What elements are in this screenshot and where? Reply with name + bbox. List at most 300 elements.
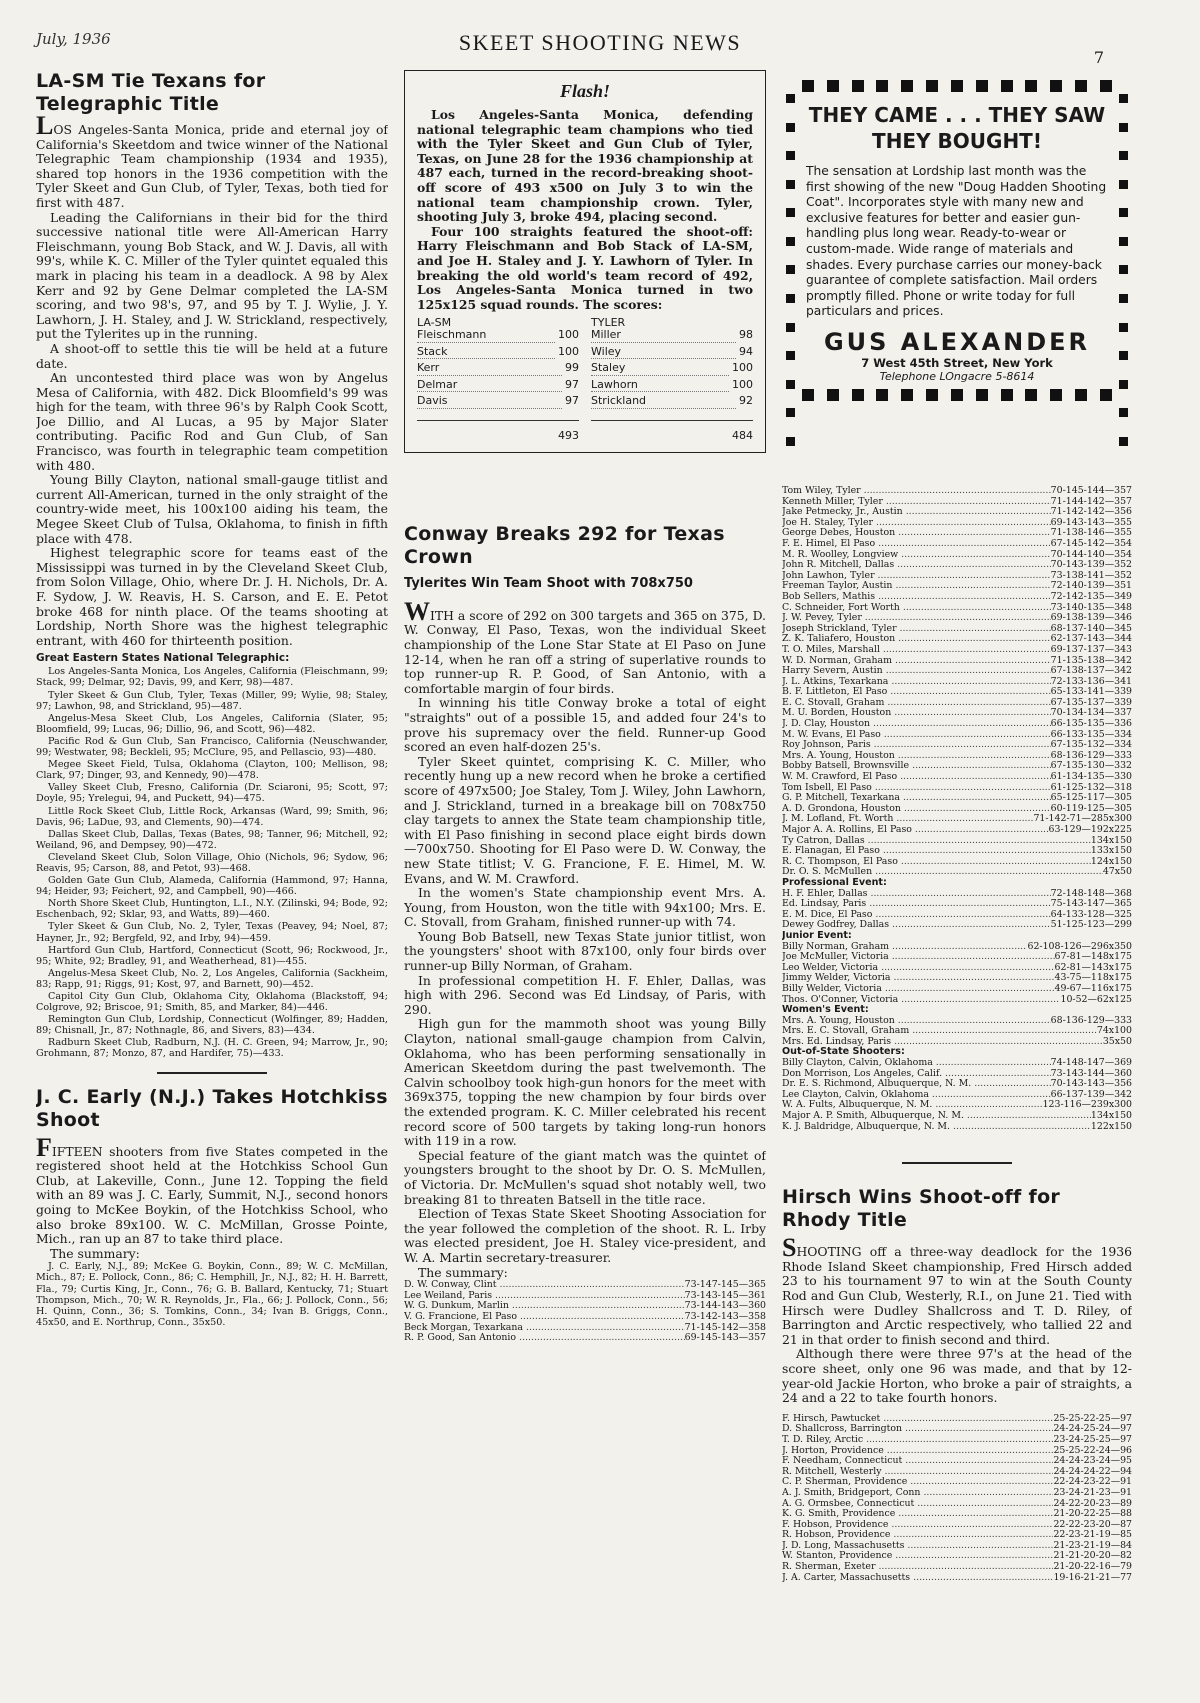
shooter-score: 73-143-144—360 [1050,1067,1132,1079]
article-paragraph: A shoot-off to settle this tie will be held at a future date. [36,340,388,371]
team-a-total: 493 [417,420,579,442]
shooter-name: Davis [417,395,562,409]
shooter-score: 19-16-21-21—77 [1053,1571,1132,1583]
score-row [404,1312,766,1323]
shooter-name: Kerr [417,362,562,376]
shooter-score: 100 [732,377,753,391]
border-square [786,123,795,132]
shooter-score: 66-135-135—336 [1050,718,1132,730]
shooter-name: T. O. Miles, Marshall ..... [782,645,1051,656]
article-paragraph: The summary: [50,1245,140,1261]
shooter-name: B. F. Littleton, El Paso ..... [782,687,1051,698]
team-result: Angelus-Mesa Skeet Club, Los Angeles, California (Slater, 95; Bloomfield, 99; Lucas, 96; Dillio, 96, and Scott, 96)—482. [36,712,388,735]
shooter-name: Mrs. E. C. Stovall, Graham ..... [782,1026,1097,1037]
team-result: Radburn Skeet Club, Radburn, N.J. (H. C. Green, 94; Marrow, Jr., 90; Grohmann, 87; Monzo, 87, and Hardifer, 75)—433. [36,1037,388,1060]
shooter-name: Billy Clayton, Calvin, Oklahoma ..... [782,1058,1051,1069]
shooter-score: 22-22-23-20—87 [1053,1518,1132,1530]
hotchkiss-summary: J. C. Early, N.J., 89; McKee G. Boykin, Conn., 89; W. C. McMillan, Mich., 87; E. Pollock, Conn., 86; C. Hemphill, Jr., N.J., 82; H. H. Barrett, Fla., 79; Curtis King, Jr., Conn., 76; G. B. Ballard, Kentucky, 71; Stuart Thompson, Mich., 70; W. R. Reynolds, Jr., Fla., 66; J. Pollock, Conn., 56; H. Quinn, Conn., 36; S. Tomkins, Conn., 34; Ivan B. Griggs, Conn., 45x50, and E. Northrup, Conn., 35x50. [36,1261,388,1328]
score-row [782,486,1132,497]
paragraph-text: IFTEEN shooters from five States competed in the registered shoot held at the Hotchkiss School Gun Club, at Lakeville, Conn., June 12. Topping the field with an 89 was J. C. Early, Summit, N.J., second honors going to McKee Boykin, of the Hotchkiss School, who also broke 89x100. W. C. McMillan, Grosse Pointe, Mich., ran up an 87 to take third place. [36,1143,388,1247]
border-square [827,389,839,401]
shooter-score: 70-143-139—352 [1050,559,1132,571]
border-square [1119,351,1128,360]
shooter-score: 51-125-123—299 [1050,919,1132,931]
shooter-name: F. Needham, Connecticut ..... [782,1456,1053,1467]
shooter-score: 134x150 [1090,1110,1132,1122]
shooter-name: Leo Welder, Victoria ..... [782,963,1055,974]
team-result: North Shore Skeet Club, Huntington, L.I., N.Y. (Zilinski, 94; Bode, 92; Eschenbach, 92; Sklar, 93, and Watts, 89)—460. [36,898,388,921]
shooter-score: 75-143-147—365 [1050,898,1132,910]
border-square [1050,80,1062,92]
score-row [782,825,1132,836]
shooter-score: 24-24-24-22—94 [1053,1465,1132,1477]
shooter-score: 21-21-20-20—82 [1053,1550,1132,1562]
border-square [1001,80,1013,92]
shooter-name: Delmar [417,379,562,393]
team-result: Los Angeles-Santa Monica, Los Angeles, California (Fleischmann, 99; Stack, 99; Delmar, 92; Davis, 99, and Kerr, 98)—487. [36,666,388,689]
shooter-score: 61-134-135—330 [1050,771,1132,783]
shooter-name: K. J. Baldridge, Albuquerque, N. M. ..... [782,1122,1091,1133]
shooter-score: 71-138-146—355 [1050,527,1132,539]
shooter-score: 97 [565,394,579,408]
shooter-name: Beck Morgan, Texarkana ..... [404,1323,685,1334]
score-row [591,362,753,379]
shooter-score: 24-22-20-23—89 [1053,1497,1132,1509]
shooter-score: 66-133-135—334 [1050,728,1132,740]
shooter-name: Mrs. A. Young, Houston ..... [782,751,1051,762]
shooter-name: F. E. Himel, El Paso ..... [782,539,1051,550]
shooter-name: J. D. Clay, Houston ..... [782,719,1051,730]
shooter-name: Fleischmann [417,329,555,343]
shooter-score: 22-23-21-19—85 [1053,1529,1132,1541]
border-square [786,151,795,160]
border-square [802,389,814,401]
event-label: Professional Event: [782,876,887,888]
column-right [782,70,1132,1583]
shooter-score: 97 [565,377,579,391]
shooter-score: 67-81—148x175 [1054,951,1132,963]
border-square [786,437,795,446]
article-title-la-sm: LA-SM Tie Texans for Telegraphic Title [36,70,266,115]
rhode-island-results [782,1414,1132,1584]
article-paragraph: The summary: [418,1264,508,1280]
shooter-name: Joe McMuller, Victoria ..... [782,952,1055,963]
shooter-name: Dr. O. S. McMullen ..... [782,867,1103,878]
border-square [1119,151,1128,160]
article-paragraph: In professional competition H. F. Ehler, Dallas, was high with 296. Second was Ed Lindsay, of Paris, with 290. [404,972,766,1017]
shooter-name: J. D. Long, Massachusetts ..... [782,1541,1053,1552]
shooter-name: H. F. Ehler, Dallas ..... [782,889,1051,900]
border-square [786,323,795,332]
score-row [591,395,753,412]
shooter-name: E. C. Stovall, Graham ..... [782,698,1051,709]
paragraph-text: HOOTING off a three-way deadlock for the 1936 Rhode Island Skeet championship, Fred Hirsch added 23 to his tournament 97 to win at the South County Rod and Gun Club, Westerly, R.I., on June 21. Tied with Hirsch were Dudley Shallcross and T. D. Riley, of Barrington and Arctic respectively, who tallied 22 and 21 in that order to finish second and third. [782,1244,1132,1347]
shooter-name: Ed. Lindsay, Paris ..... [782,899,1051,910]
border-square [786,208,795,217]
border-square [901,389,913,401]
border-square [1119,237,1128,246]
ad-phone: Telephone LOngacre 5-8614 [879,369,1035,383]
border-square [1119,380,1128,389]
article-paragraph: Tyler Skeet quintet, comprising K. C. Miller, who recently hung up a new record when he broke a certified score of 497x500; Joe Staley, Tom J. Wiley, John Lawhorn, and J. Strickland, turned in a breakage bill on 708x750 clay targets to annex the State team championship title, with El Paso finishing in second place eight birds down —700x750. Shooting for El Paso were D. W. Conway, the new State titlist; V. G. Francione, F. E. Himel, M. W. Evans, and W. M. Crawford. [404,753,766,886]
advertisement [782,70,1132,470]
border-square [1119,180,1128,189]
team-result: Dallas Skeet Club, Dallas, Texas (Bates, 98; Tanner, 96; Mitchell, 92; Weiland, 96, and Dempsey, 90)—472. [36,828,388,851]
border-right [1119,94,1128,446]
team-result: Tyler Skeet & Gun Club, Tyler, Texas (Miller, 99; Wylie, 98; Staley, 97; Lawhon, 98, and Strickland, 95)—487. [36,689,388,712]
shooter-name: F. Hirsch, Pawtucket ..... [782,1414,1053,1425]
score-row [782,984,1132,995]
border-square [976,80,988,92]
shooter-score: 68-137-140—345 [1050,622,1132,634]
border-square [786,265,795,274]
border-square [786,94,795,103]
event-label: Out-of-State Shooters: [782,1046,905,1058]
shooter-score: 100 [732,361,753,375]
shooter-score: 10-52—62x125 [1060,993,1132,1005]
drop-cap: F [36,1132,52,1162]
shooter-name: Bobby Batsell, Brownsville ..... [782,761,1051,772]
shooter-name: G. P. Mitchell, Texarkana ..... [782,793,1051,804]
shooter-score: 68-136-129—333 [1050,749,1132,761]
shooter-score: 70-144-140—354 [1050,548,1132,560]
article-paragraph [404,596,766,697]
shooter-score: 70-145-144—357 [1050,485,1132,496]
shooter-name: Jake Petmecky, Jr., Austin ..... [782,507,1051,518]
shooter-score: 68-136-129—333 [1050,1014,1132,1026]
score-row [782,592,1132,603]
score-row [782,1122,1132,1133]
team-result: Remington Gun Club, Lordship, Connecticut (Wolfinger, 89; Hadden, 89; Chisnall, Jr., 87; Nothnagle, 86, and Sivers, 83)—434. [36,1014,388,1037]
drop-cap: L [36,111,54,140]
shooter-score: 69-138-139—346 [1050,612,1132,624]
shooter-name: J. M. Lofland, Ft. Worth ..... [782,814,1033,825]
border-square [1001,389,1013,401]
shooter-score: 67-138-137—342 [1050,665,1132,677]
shooter-score: 70-143-143—356 [1050,1078,1132,1090]
border-square [1119,408,1128,417]
texas-results-list [782,486,1132,1132]
score-row [782,645,1132,656]
shooter-score: 24-24-25-24—97 [1053,1423,1132,1435]
shooter-score: 72-133-136—341 [1050,675,1132,687]
telegraphic-results [36,666,388,1059]
shooter-name: M. R. Woolley, Longview ..... [782,550,1051,561]
shooter-score: 71-145-142—358 [684,1321,766,1333]
shooter-score: 62-81—143x175 [1054,961,1132,973]
shooter-score: 71-144-142—357 [1050,495,1132,507]
publication-title: SKEET SHOOTING NEWS [458,30,742,55]
team-a-scores [417,316,579,442]
border-square [1050,389,1062,401]
shooter-name: M. U. Borden, Houston ..... [782,708,1051,719]
shootoff-scores [417,316,753,442]
shooter-name: Lee Weiland, Paris ..... [404,1291,685,1302]
shooter-name: J. A. Carter, Massachusetts ..... [782,1573,1053,1584]
shooter-score: 73-142-143—358 [684,1310,766,1322]
shooter-score: 67-135-137—339 [1050,696,1132,708]
team-result: Little Rock Skeet Club, Little Rock, Arkansas (Ward, 99; Smith, 96; Davis, 96; LaDue, 93, and Clements, 90)—474. [36,805,388,828]
shooter-score: 69-145-143—357 [684,1332,766,1344]
shooter-name: Tom Isbell, El Paso ..... [782,783,1051,794]
shooter-score: 92 [739,394,753,408]
shooter-name: Dewey Godfrey, Dallas ..... [782,920,1051,931]
score-row [782,1100,1132,1111]
border-square [802,80,814,92]
shooter-name: Joe H. Staley, Tyler ..... [782,518,1051,529]
shooter-name: A. J. Smith, Bridgeport, Conn ..... [782,1488,1053,1499]
border-square [1100,389,1112,401]
border-square [852,389,864,401]
event-label: Junior Event: [782,929,852,941]
shooter-name: R. Mitchell, Westerly ..... [782,1467,1053,1478]
shooter-score: 134x150 [1090,834,1132,846]
shooter-name: Miller [591,329,736,343]
shooter-name: R. Sherman, Exeter ..... [782,1562,1053,1573]
shooter-score: 25-25-22-24—96 [1053,1444,1132,1456]
article-paragraph [36,1132,388,1247]
shooter-score: 63-129—192x225 [1048,824,1132,835]
shooter-name: Strickland [591,395,736,409]
shooter-name: D. Shallcross, Barrington ..... [782,1424,1053,1435]
shooter-name: Major A. P. Smith, Albuquerque, N. M. ..... [782,1111,1091,1122]
column-left [36,70,388,1329]
shooter-name: V. G. Francione, El Paso ..... [404,1312,685,1323]
shooter-name: Ty Catron, Dallas ..... [782,836,1091,847]
border-bottom [802,389,1112,401]
team-result: Tyler Skeet & Gun Club, No. 2, Tyler, Texas (Peavey, 94; Noel, 87; Hayner, Jr., 92; Bergfeld, 92, and Irby, 94)—459. [36,921,388,944]
shooter-name: F. Hobson, Providence ..... [782,1520,1053,1531]
shooter-score: 43-75—118x175 [1054,972,1132,984]
border-square [901,80,913,92]
article-paragraph [782,1233,1132,1347]
shooter-name: R. Hobson, Providence ..... [782,1530,1053,1541]
score-row [417,362,579,379]
flash-box [404,70,766,453]
shooter-score: 73-147-145—365 [684,1279,766,1291]
article-paragraph: Leading the Californians in their bid for the third successive national title were All-American Harry Fleischmann, young Bob Stack, and W. J. Davis, all with 99's, while K. C. Miller of the Tyler quintet equaled this mark in placing his team in a deadlock. A 98 by Alex Kerr and 92 by Gene Delmar completed the LA-SM scoring, and two 98's, 97, and 95 by T. J. Wylie, J. Y. Lawhorn, J. H. Staley, and J. W. Strickland, respectively, put the Tylerites up in the running. [36,209,388,342]
score-row [782,836,1132,847]
border-square [852,80,864,92]
shooter-score: 61-125-132—318 [1050,781,1132,793]
shooter-name: R. C. Thompson, El Paso ..... [782,857,1091,868]
shooter-name: A. D. Grondona, Houston ..... [782,804,1051,815]
shooter-name: W. D. Norman, Graham ..... [782,656,1051,667]
border-top [802,80,1112,92]
article-paragraph: Special feature of the giant match was the quintet of youngsters brought to the shoot by Dr. O. S. McMullen, of Victoria. Dr. McMullen's squad shot notably well, two breaking 81 to threaten Batsell in the title race. [404,1147,766,1207]
border-square [786,380,795,389]
shooter-name: Thos. O'Conner, Victoria ..... [782,995,1060,1006]
ad-address: 7 West 45th Street, New York [861,355,1053,370]
shooter-name: Don Morrison, Los Angeles, Calif. ..... [782,1069,1051,1080]
score-row [782,539,1132,550]
shooter-score: 21-20-22-25—88 [1053,1508,1132,1520]
shooter-score: 67-135-132—334 [1050,739,1132,751]
border-square [1025,80,1037,92]
shooter-name: R. P. Good, San Antonio ..... [404,1333,685,1344]
shooter-name: Tom Wiley, Tyler ..... [782,486,1051,497]
shooter-score: 47x50 [1102,866,1132,878]
shooter-name: W. A. Fults, Albuquerque, N. M. ..... [782,1100,1043,1111]
score-row [782,1435,1132,1446]
score-row [782,846,1132,857]
border-square [1119,323,1128,332]
shooter-score: 65-133-141—339 [1050,686,1132,698]
team-result: Golden Gate Gun Club, Alameda, California (Hammond, 97; Hanna, 94; Heider, 93; Feichert, 92, and Campbell, 90)—466. [36,875,388,898]
border-square [1075,80,1087,92]
score-row [591,379,753,396]
score-row [591,346,753,363]
shooter-score: 71-142-71—285x300 [1033,813,1132,825]
score-row [782,1488,1132,1499]
ad-headline-line2: THEY BOUGHT! [872,129,1042,153]
shooter-name: E. Flanagan, El Paso ..... [782,846,1091,857]
shooter-score: 72-140-139—351 [1050,580,1132,592]
flash-paragraph: Four 100 straights featured the shoot-off: Harry Fleischmann and Bob Stack of LA-SM, and Joe H. Staley and J. Y. Lawhorn of Tyler. In breaking the old world's team record of 492, Los Angeles-Santa Monica turned in two 125x125 squad rounds. The scores: [417,223,753,312]
score-row [782,1026,1132,1037]
score-row [417,395,579,412]
shooter-name: Harry Severn, Austin ..... [782,666,1051,677]
flash-paragraph: Los Angeles-Santa Monica, defending national telegraphic team champions who tied with the Tyler Skeet and Gun Club of Tyler, Texas, on June 28 for the 1936 championship at 487 each, turned in the record-breaking shoot-off score of 493 x500 on July 3 to win the national team championship crown. Tyler, shooting July 3, broke 494, placing second. [417,107,753,225]
shooter-score: 62-108-126—296x350 [1027,940,1132,952]
border-square [1025,389,1037,401]
score-row [782,1016,1132,1027]
shooter-score: 49-67—116x175 [1054,982,1132,994]
border-square [827,80,839,92]
shooter-name: J. Horton, Providence ..... [782,1446,1053,1457]
divider [157,1072,267,1074]
border-square [786,408,795,417]
shooter-score: 66-137-139—342 [1050,1088,1132,1100]
border-square [951,389,963,401]
article-paragraph: In winning his title Conway broke a total of eight "straights" out of a possible 15, and added four 24's to prove his supremacy over the field. Runner-up Good scored an even half-dozen 25's. [404,695,766,755]
shooter-name: J. L. Atkins, Texarkana ..... [782,677,1051,688]
article-title-hirsch: Hirsch Wins Shoot-off for Rhody Title [782,1186,1061,1232]
shooter-name: Dr. E. S. Richmond, Albuquerque, N. M. ..... [782,1079,1051,1090]
shooter-score: 70-134-134—337 [1050,707,1132,719]
border-square [926,389,938,401]
border-square [1119,123,1128,132]
shooter-score: 64-133-128—325 [1050,908,1132,920]
shooter-score: 73-138-141—352 [1050,569,1132,581]
shooter-name: T. D. Riley, Arctic ..... [782,1435,1053,1446]
shooter-score: 74-148-147—369 [1050,1057,1132,1069]
drop-cap: S [782,1233,797,1263]
shooter-score: 100 [558,328,579,342]
score-row [417,379,579,396]
border-square [876,80,888,92]
shooter-name: Joseph Strickland, Tyler ..... [782,624,1051,635]
score-row [417,346,579,363]
article-paragraph: In the women's State championship event Mrs. A. Young, from Houston, won the title with 94x100; Mrs. E. C. Stovall, from Graham, finished runner-up with 74. [404,885,766,930]
shooter-name: John R. Mitchell, Dallas ..... [782,560,1051,571]
team-result: Megee Skeet Field, Tulsa, Oklahoma (Clayton, 100; Mellison, 98; Clark, 97; Dinger, 93, and Kennedy, 90)—478. [36,759,388,782]
article-paragraph: An uncontested third place was won by Angelus Mesa of California, with 482. Dick Bloomfield's 99 was high for the team, with three 96's by Ralph Cook Scott, Joe Dillio, and Al Lucas, a 95 by Major Slater contributing. Pacific Rod and Gun Club, of San Francisco, was fourth in telegraphic team competition with 480. [36,370,388,473]
shooter-name: Billy Welder, Victoria ..... [782,984,1055,995]
shooter-score: 67-135-130—332 [1050,760,1132,772]
shooter-name: W. G. Dunkum, Marlin ..... [404,1301,685,1312]
border-square [1119,208,1128,217]
shooter-score: 23-24-21-23—91 [1053,1486,1132,1498]
shooter-name: K. G. Smith, Providence ..... [782,1509,1053,1520]
shooter-name: Billy Norman, Graham ..... [782,942,1027,953]
shooter-name: Staley [591,362,729,376]
shooter-name: Z. K. Taliafero, Houston ..... [782,634,1051,645]
ad-body: The sensation at Lordship last month was the first showing of the new "Doug Hadden Shooting Coat". Incorporates style with many new and exclusive features for better and easier gun-handling plus long wear. Ready-to-wear or custom-made. Wide range of materials and shades. Every purchase carries our money-back guarantee of complete satisfaction. Mail orders promptly filled. Phone or write today for full particulars and prices. [806,164,1107,319]
shooter-name: Mrs. A. Young, Houston ..... [782,1016,1051,1027]
shooter-score: 100 [558,344,579,358]
shooter-score: 98 [739,328,753,342]
shooter-score: 60-119-125—305 [1050,802,1132,814]
score-row [417,329,579,346]
shooter-name: Lawhorn [591,379,729,393]
border-square [786,237,795,246]
shooter-score: 74x100 [1096,1025,1132,1037]
drop-cap: W [404,596,430,626]
article-paragraph: Election of Texas State Skeet Shooting Association for the year followed the completion of the shoot. R. L. Irby was elected president, Joe H. Staley vice-president, and W. A. Martin secretary-treasurer. [404,1206,766,1265]
border-left [786,94,795,446]
event-label: Women's Event: [782,1004,869,1016]
ad-company: GUS ALEXANDER [823,327,1091,356]
paragraph-text: ITH a score of 292 on 300 targets and 365 on 375, D. W. Conway, El Paso, Texas, won the individual Skeet championship of the Lone Star State at El Paso on June 12-14, when he ran off a string of superlative rounds to top runner-up R. P. Good, of San Antonio, with a comfortable margin of four birds. [404,607,766,696]
border-square [786,351,795,360]
border-square [1119,265,1128,274]
paragraph-text: OS Angeles-Santa Monica, pride and eternal joy of California's Skeetdom and twice winner of the National Telegraphic Team championship (1934 and 1935), shared top honors in the 1936 competition with the Tyler Skeet and Gun Club, of Tyler, Texas, both tied for first with 487. [36,122,388,210]
page-number: 7 [1093,48,1104,67]
team-b-total: 484 [591,420,753,442]
shooter-score: 99 [565,361,579,375]
article-paragraph: Young Billy Clayton, national small-gauge titlist and current All-American, turned in the only straight of the country-wide meet, his 100x100 aiding his team, the Megee Skeet Club of Tulsa, Oklahoma, to finish in fifth place with 478. [36,472,388,546]
shooter-name: M. W. Evans, El Paso ..... [782,730,1051,741]
border-square [1119,437,1128,446]
shooter-name: E. M. Dice, El Paso ..... [782,910,1051,921]
shooter-score: 69-143-143—355 [1050,516,1132,528]
border-square [876,389,888,401]
border-square [926,80,938,92]
shooter-score: 94 [739,344,753,358]
shooter-score: 71-142-142—356 [1050,506,1132,518]
shooter-name: Bob Sellers, Mathis ..... [782,592,1051,603]
article-paragraph: Highest telegraphic score for teams east of the Mississippi was turned in by the Cleveland Skeet Club, from Solon Village, Ohio, where Dr. J. H. Nichols, Dr. A. F. Sydow, J. W. Reavis, H. S. Carson, and E. E. Petot broke 468 for ninth place. Of the teams shooting at Lordship, North Shore was the highest telegraphic entrant, with 460 for thirteenth position. [36,545,388,648]
shooter-score: 67-145-142—354 [1050,537,1132,549]
team-a-label: LA-SM [417,316,452,330]
flash-title: Flash! [559,81,611,101]
shooter-name: George Debes, Houston ..... [782,528,1051,539]
border-square [951,80,963,92]
shooter-score: 21-23-21-19—84 [1053,1539,1132,1551]
article-paragraph: High gun for the mammoth shoot was young Billy Clayton, national small-gauge champion from Calvin, Oklahoma, who has been performing sensationally in American Skeetdom during the past twelvemonth. The Calvin schoolboy took high-gun honors for the meet with 369x375, topping the new champion by four birds over the extended program. K. C. Miller celebrated his recent record score of 500 targets by taking long-run honors with 119 in a row. [404,1016,766,1149]
shooter-name: Wiley [591,346,736,360]
shooter-score: 35x50 [1102,1035,1132,1047]
shooter-name: C. Schneider, Fort Worth ..... [782,603,1051,614]
shooter-name: Roy Johnson, Paris ..... [782,740,1051,751]
shooter-score: 73-140-135—348 [1050,601,1132,613]
shooter-score: 71-135-138—342 [1050,654,1132,666]
shooter-score: 72-148-148—368 [1050,887,1132,899]
team-result: Cleveland Skeet Club, Solon Village, Ohio (Nichols, 96; Sydow, 96; Reavis, 95; Carson, 88, and Petot, 93)—468. [36,851,388,874]
border-square [1075,389,1087,401]
shooter-name: John Lawhon, Tyler ..... [782,571,1051,582]
shooter-score: 23-24-25-25—97 [1053,1433,1132,1445]
results-subhead: Great Eastern States National Telegraphic: [36,652,290,665]
border-square [976,389,988,401]
team-result: Hartford Gun Club, Hartford, Connecticut (Scott, 96; Rockwood, Jr., 95; White, 92; Bradley, 91, and Weatherhead, 81)—455. [36,944,388,967]
shooter-name: J. W. Pevey, Tyler ..... [782,613,1051,624]
shooter-score: 72-142-135—349 [1050,590,1132,602]
shooter-score: 73-144-143—360 [684,1300,766,1312]
shooter-score: 25-25-22-25—97 [1053,1412,1132,1424]
shooter-score: 123-116—239x300 [1042,1099,1132,1111]
